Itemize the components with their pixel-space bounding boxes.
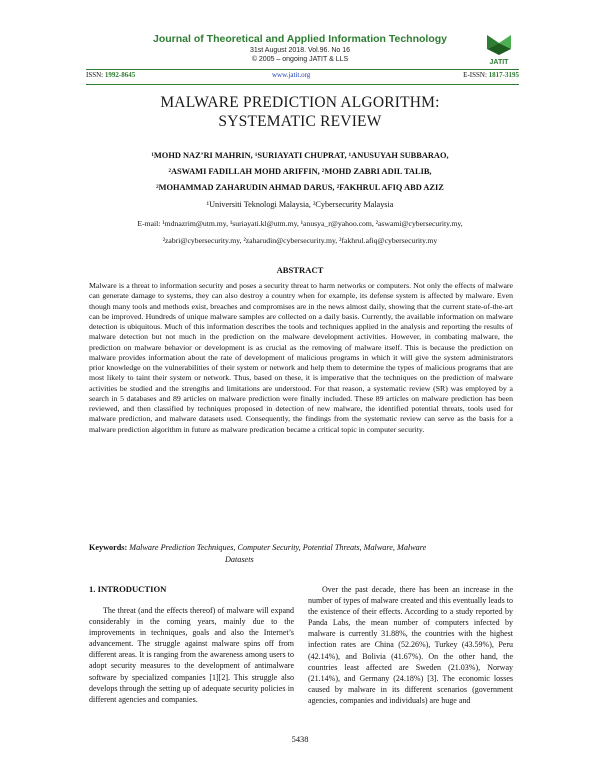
header-rule-bottom	[86, 84, 519, 85]
eissn	[463, 71, 519, 79]
issn-row	[86, 71, 519, 82]
journal-title: Journal of Theoretical and Applied Information Technology	[152, 33, 447, 45]
section-heading-introduction: 1. INTRODUCTION	[89, 584, 167, 594]
title-line-2: SYSTEMATIC REVIEW	[218, 113, 382, 130]
title-line-1: MALWARE PREDICTION ALGORITHM:	[160, 94, 440, 111]
keywords-text-continued: Datasets	[225, 555, 254, 564]
abstract-heading: ABSTRACT	[276, 265, 324, 275]
intro-column-right: Over the past decade, there has been an increase in the number of types of malware created and this eventually leads to the existence of their effects. According to a study reported by Panda Labs, the mean number of computers infected by malware is currently 31.88%, the countries with the highest infection rates are China (52.26%), Turkey (43.59%), Peru (42.14%), and Bolivia (41.67%). On the other hand, the countries least affected are Sweden (21.03%), Norway (21.14%), and Germany (24.18%) [3]. The economic losses caused by malware in its different scenarios (government agencies, companies and individuals) are huge and	[308, 585, 513, 705]
jatit-logo-icon	[479, 33, 519, 67]
keywords: Keywords: Malware Prediction Techniques, Computer Security, Potential Threats, Malware, Malware	[89, 543, 427, 552]
paper-title	[0, 93, 600, 131]
keywords-text: Malware Prediction Techniques, Computer Security, Potential Threats, Malware, Malware	[129, 543, 427, 552]
keywords-label: Keywords	[89, 543, 125, 552]
affiliation: ¹Universiti Teknologi Malaysia, ²Cybersecurity Malaysia	[206, 200, 394, 209]
copyright-line: © 2005 – ongoing JATIT & LLS	[251, 56, 349, 63]
intro-column-left: The threat (and the effects thereof) of malware will expand considerably in the coming years, mainly due to the improvements in techniques, goals and also the Internet’s advancement. The struggle against malware spins off from different areas. It is ranging from the awareness among users to adopt security measures to the development of antimalware software by specialized companies [1][2]. This struggle also develops through the setting up of adequate security policies in different agencies and companies.	[89, 606, 294, 704]
email-line-1: E-mail: ¹mdnazrim@utm.my, ¹suriayati.kl@utm.my, ¹anusya_r@yahoo.com, ²aswami@cybersecurity.my,	[137, 219, 463, 228]
abstract-text: Malware is a threat to information security and poses a security threat to harm networks or computers. Not only the effects of malware can generate damage to systems, they can also destroy a country when for example, its defense system is affected by malware. Even though many tools and methods exist, breaches and compromises are in the news almost daily, showing that the current state-of-the-art can be improved. Hundreds of unique malware samples are collected on a daily basis. Currently, the available information on malware detection is ubiquitous. Much of this information describes the tools and techniques applied in the analysis and reporting the results of malware detection but not much in the prediction on the malware development activities. However, in combating malware, the prediction on malware behavior or development is as crucial as the removing of malware itself. This is because the prediction on malware provides information about the rate of development of malicious programs in which it will give the system administrators prior knowledge on the vulnerabilities of their system or network and help them to determine the types of malicious programs that are most likely to taint their system or network. Thus, based on these, it is imperative that the techniques on the prediction of malware activities be studied and the strengths and limitations are understood. For that reason, a systematic review (SR) was employed by a search in 5 databases and 89 articles on malware prediction were finally included. These 89 articles on malware prediction has been reviewed, and then classified by techniques proposed in detection of new malware, the identified potential threats, tools used for malware prediction, and malware datasets used. Consequently, the findings from the systematic review can serve as the basis for a malware prediction algorithm in future as malware predication became a critical topic in computer security.	[89, 281, 513, 434]
issn	[86, 71, 135, 79]
authors-line-2: ²ASWAMI FADILLAH MOHD ARIFFIN, ²MOHD ZABRI ADIL TALIB,	[168, 167, 432, 176]
issn-label: ISSN:	[86, 71, 104, 79]
authors-line-1: ¹MOHD NAZ’RI MAHRIN, ¹SURIAYATI CHUPRAT, ¹ANUSUYAH SUBBARAO,	[151, 151, 449, 160]
page-number: 5438	[291, 735, 309, 744]
jatit-logo	[479, 33, 519, 67]
email-line-2: ²zabri@cybersecurity.my, ²zaharudin@cybersecurity.my, ²fakhrul.afiq@cybersecurity.my	[162, 236, 438, 245]
eissn-label: E-ISSN:	[463, 71, 487, 79]
authors-line-3: ²MOHAMMAD ZAHARUDIN AHMAD DARUS, ²FAKHRUL AFIQ ABD AZIZ	[156, 183, 444, 192]
website-link[interactable]: www.jatit.org	[272, 71, 311, 79]
logo-text: JATIT	[489, 59, 509, 66]
issn-value: 1992-8645	[104, 71, 136, 79]
eissn-value: 1817-3195	[488, 71, 519, 79]
issue-date: 31st August 2018. Vol.96. No 16	[249, 47, 351, 54]
header-rule	[86, 69, 519, 70]
